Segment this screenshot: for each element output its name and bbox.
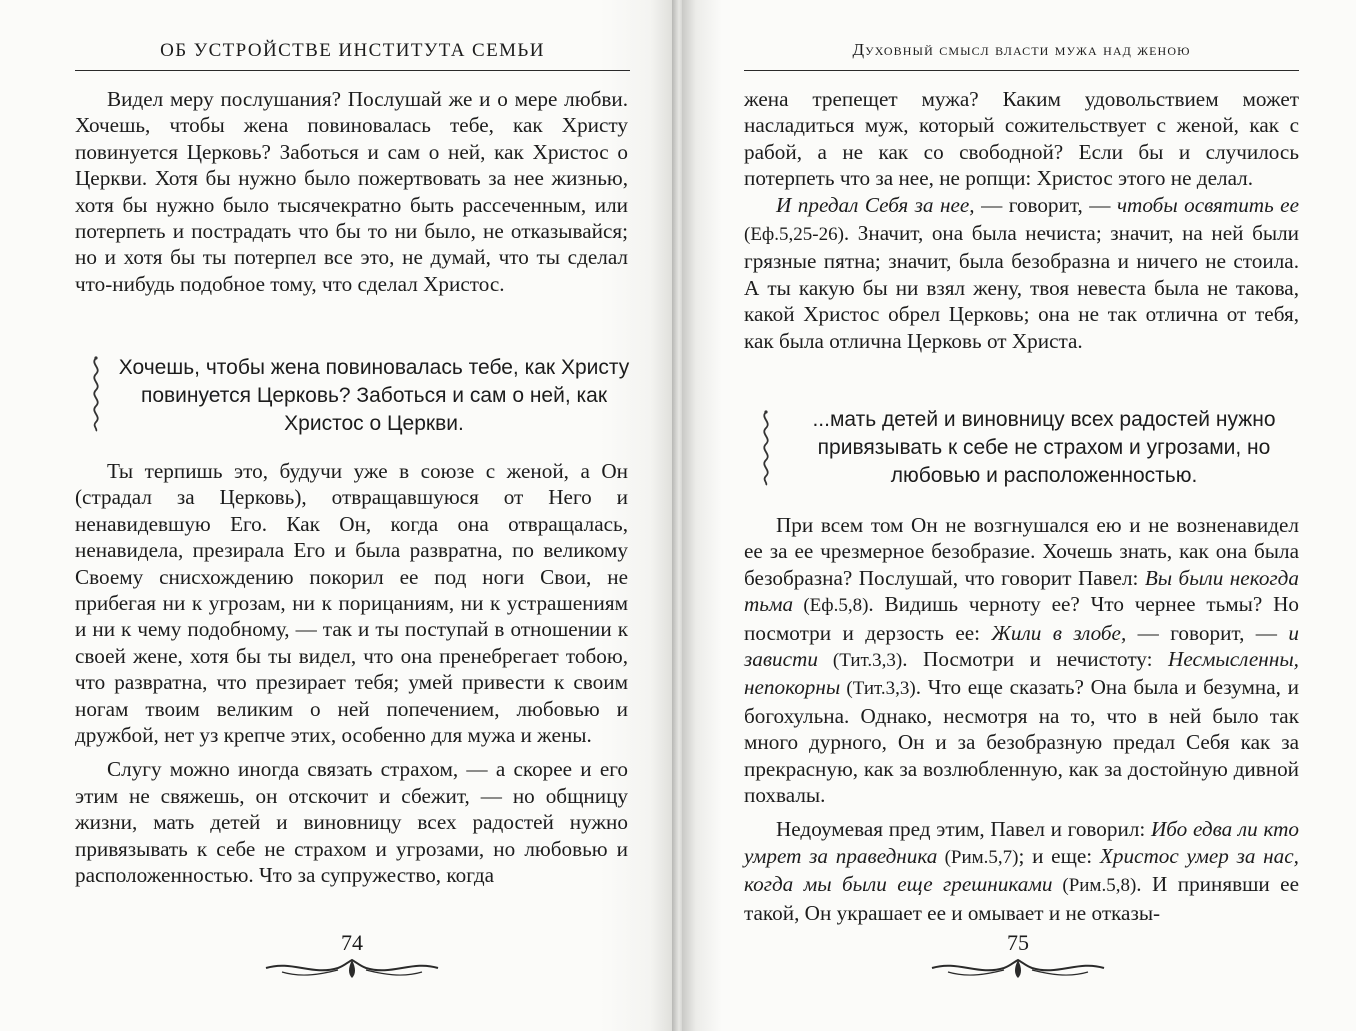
vertical-ornament-icon: [756, 410, 776, 486]
left-paragraph-2: Ты терпишь это, будучи уже в союзе с женой, а Он (страдал за Церковь), отвращавшуюся от Него и ненавидевшую Его. Как Он, когда она отвращалась, ненавидела, презирала Его и была развратна, по великому Своему снисхождению покорил ее под ноги Свои, не прибегая ни к угрозам, ни к порицаниям, ни к устрашениям и ни к чему подобному, — так и ты поступай в отношении к своей жене, хотя бы ты видел, что она пренебрегает тобою, что развратна, что презирает тебя; умей привести к своим ногам твоим великим о ней попечением, любовью и дружбой, нет уз крепче этих, особенно для мужа и жены.: [75, 459, 628, 748]
left-paragraph-1: Видел меру послушания? Послушай же и о мере любви. Хочешь, чтобы жена повиновалась тебе, как Христу повинуется Церковь? Заботься и сам о ней, как Христос о Церкви. Хотя бы нужно было пожертвовать за нее жизнью, хотя бы нужно было тысячекратно быть рассеченным, или потерпеть и пострадать что бы то ни было, не отказывайся; но и хотя бы ты потерпел все это, не думай, что ты сделал что-нибудь подобное тому, что сделал Христос.: [75, 87, 628, 296]
right-flourish-icon: [928, 956, 1108, 980]
body-text: Недоумевая пред этим, Павел и говорил:: [776, 817, 1151, 842]
right-paragraph-3: [744, 512, 1299, 808]
quote-text: и зависти: [744, 620, 1299, 672]
left-paragraph-3: Слугу можно иногда связать страхом, — а скорее и его этим не свяжешь, он отскочит и сбежит, — но общницу жизни, мать детей и виновницу всех радостей нужно привязывать к себе не страхом и угрозами, но любовью и расположенностью. Что за супружество, когда: [75, 757, 628, 888]
quote-text: Христос умер за нас, когда мы были еще грешниками: [744, 843, 1299, 897]
scripture-ref: (Тит.3,3): [840, 678, 916, 700]
right-page-number: 75: [1007, 930, 1029, 955]
right-page: [682, 0, 1356, 1031]
scripture-ref: (Рим.5,7): [937, 846, 1019, 868]
right-text-block-1: [744, 86, 1299, 354]
right-pull-quote: ...мать детей и виновницу всех радостей нужно привязывать к себе не страхом и угрозами, но любовью и расположенностью.: [812, 408, 1276, 487]
right-paragraph-4: [744, 816, 1299, 926]
quote-text: Ибо едва ли кто умрет за праведника: [744, 817, 1299, 868]
dash-text: — говорит, —: [974, 192, 1117, 217]
body-text: . Что еще сказать? Она была и безумна, и богохульна. Однако, несмотря на то, что в ней было так много дурного, Он и за безобразную предал Себя как за прекрасную, как за возлюбленную, как за достойную дивной похвалы.: [744, 675, 1299, 808]
scripture-ref: (Рим.5,8): [1052, 875, 1137, 897]
quote-text: Жили в злобе,: [991, 620, 1127, 645]
left-text-block-1: [75, 86, 628, 297]
body-text: ; и еще:: [1018, 843, 1100, 868]
right-header-rule: [744, 70, 1299, 71]
scripture-ref: (Тит.3,3): [817, 650, 903, 672]
left-pull-quote: Хочешь, чтобы жена повиновалась тебе, как Христу повинуется Церковь? Заботься и сам о ней, как Христос о Церкви.: [118, 356, 630, 435]
right-running-header: Духовный смысл власти мужа над женою: [852, 40, 1191, 59]
left-text-block-2: [75, 458, 628, 889]
body-text: . Значит, она была нечиста; значит, на ней были грязные пятна; значит, была безобразна и ничего не стоила. А ты какую бы ни взял жену, твоя невеста была не такова, какой Христос обрел Церковь; она не так отлична от тебя, как была отлична Церковь от Христа.: [744, 221, 1299, 353]
quote-text: И предал Себя за нее,: [776, 192, 975, 217]
dash-text: — говорит, —: [1126, 620, 1289, 645]
right-paragraph-2: [744, 192, 1299, 354]
right-text-block-2: [744, 512, 1299, 926]
quote-text: чтобы освятить ее: [1116, 192, 1299, 217]
body-text: При всем том Он не возгнушался ею и не возненавидел ее за ее чрезмерное безобразие. Хочешь знать, как она была безобразна? Послушай, что говорит Павел:: [744, 513, 1299, 590]
body-text: . И принявши ее такой, Он украшает ее и омывает и не отказы-: [744, 872, 1299, 925]
right-paragraph-1: жена трепещет мужа? Каким удовольствием может насладиться муж, который сожительствует с женой, как с рабой, а не как со свободной? Если бы и случилось потерпеть что за нее, не ропщи: Христос этого не делал.: [744, 87, 1299, 191]
quote-text: Несмысленны, непокорны: [744, 647, 1299, 700]
scripture-ref: (Еф.5,25-26): [744, 224, 844, 246]
left-page-number: 74: [341, 930, 363, 955]
left-flourish-icon: [262, 956, 442, 980]
vertical-ornament-icon: [86, 356, 106, 432]
left-running-header: ОБ УСТРОЙСТВЕ ИНСТИТУТА СЕМЬИ: [160, 40, 545, 61]
left-page: [0, 0, 676, 1031]
scripture-ref: (Еф.5,8): [793, 595, 869, 617]
body-text: . Посмотри и нечистоту:: [902, 647, 1169, 672]
body-text: . Видишь черноту ее? Что чернее тьмы? Но посмотри и дерзость ее:: [744, 592, 1300, 645]
quote-text: Вы были некогда тьма: [744, 565, 1299, 617]
left-header-rule: [75, 70, 630, 71]
